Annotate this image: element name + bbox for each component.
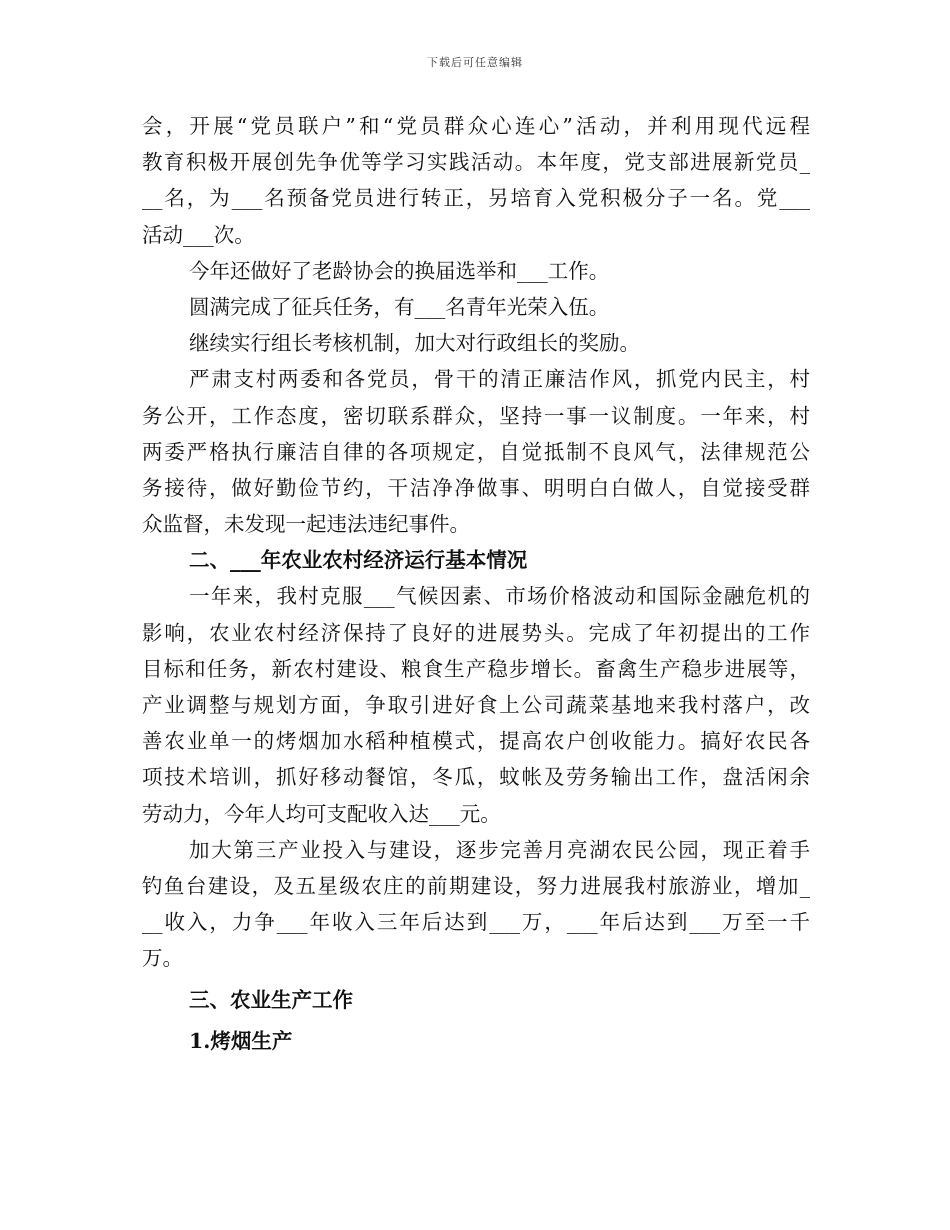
body-line: 目标和任务，新农村建设、粮食生产稳步增长。畜禽生产稳步进展等， bbox=[142, 656, 810, 681]
document-body bbox=[142, 108, 810, 1059]
page-header: 下载后可任意编辑 bbox=[427, 56, 523, 69]
section-heading: 三、农业生产工作 bbox=[189, 987, 353, 1012]
body-line: 产业调整与规划方面，争取引进好食上公司蔬菜基地来我村落户，改 bbox=[142, 693, 810, 717]
body-line: 万。 bbox=[142, 946, 183, 971]
subsection-heading: 1.烤烟生产 bbox=[189, 1028, 293, 1053]
body-line: 务公开，工作态度，密切联系群众，坚持一事一议制度。一年来，村 bbox=[142, 403, 810, 428]
section-heading: 二、___年农业农村经济运行基本情况 bbox=[189, 548, 528, 573]
body-line: 善农业单一的烤烟加水稻种植模式，提高农户创收能力。搞好农民各 bbox=[142, 729, 810, 754]
body-line: 一年来，我村克服___气候因素、市场价格波动和国际金融危机的 bbox=[189, 584, 810, 609]
body-line: 两委严格执行廉洁自律的各项规定，自觉抵制不良风气，法律规范公 bbox=[142, 439, 810, 464]
body-line: 务接待，做好勤俭节约，干洁净净做事、明明白白做人，自觉接受群 bbox=[142, 475, 810, 500]
body-line: __名，为___名预备党员进行转正，另培育入党积极分子一名。党___ bbox=[142, 186, 810, 211]
body-line: 众监督，未发现一起违法违纪事件。 bbox=[142, 512, 470, 537]
body-line: 劳动力，今年人均可支配收入达___元。 bbox=[142, 801, 501, 826]
body-line: 继续实行组长考核机制，加大对行政组长的奖励。 bbox=[189, 331, 640, 356]
body-line: 圆满完成了征兵任务，有___名青年光荣入伍。 bbox=[189, 294, 610, 319]
body-line: 加大第三产业投入与建设，逐步完善月亮湖农民公园，现正着手 bbox=[189, 837, 810, 862]
body-line: 影响，农业农村经济保持了良好的进展势头。完成了年初提出的工作 bbox=[142, 620, 810, 645]
body-line: 项技术培训，抓好移动餐馆，冬瓜，蚊帐及劳务输出工作，盘活闲余 bbox=[142, 765, 810, 790]
body-line: 钓鱼台建设，及五星级农庄的前期建设，努力进展我村旅游业，增加_ bbox=[142, 873, 810, 898]
body-line: 会，开展“党员联户”和“党员群众心连心”活动，并利用现代远程 bbox=[142, 114, 810, 138]
body-line: 教育积极开展创先争优等学习实践活动。本年度，党支部进展新党员_ bbox=[142, 150, 810, 175]
body-line: 今年还做好了老龄协会的换届选举和___工作。 bbox=[189, 258, 610, 283]
body-line: 活动___次。 bbox=[142, 222, 255, 247]
body-line: 严肃支村两委和各党员，骨干的清正廉洁作风，抓党内民主，村 bbox=[189, 367, 810, 392]
body-line: __收入，力争___年收入三年后达到___万，___年后达到___万至一千 bbox=[142, 910, 810, 935]
